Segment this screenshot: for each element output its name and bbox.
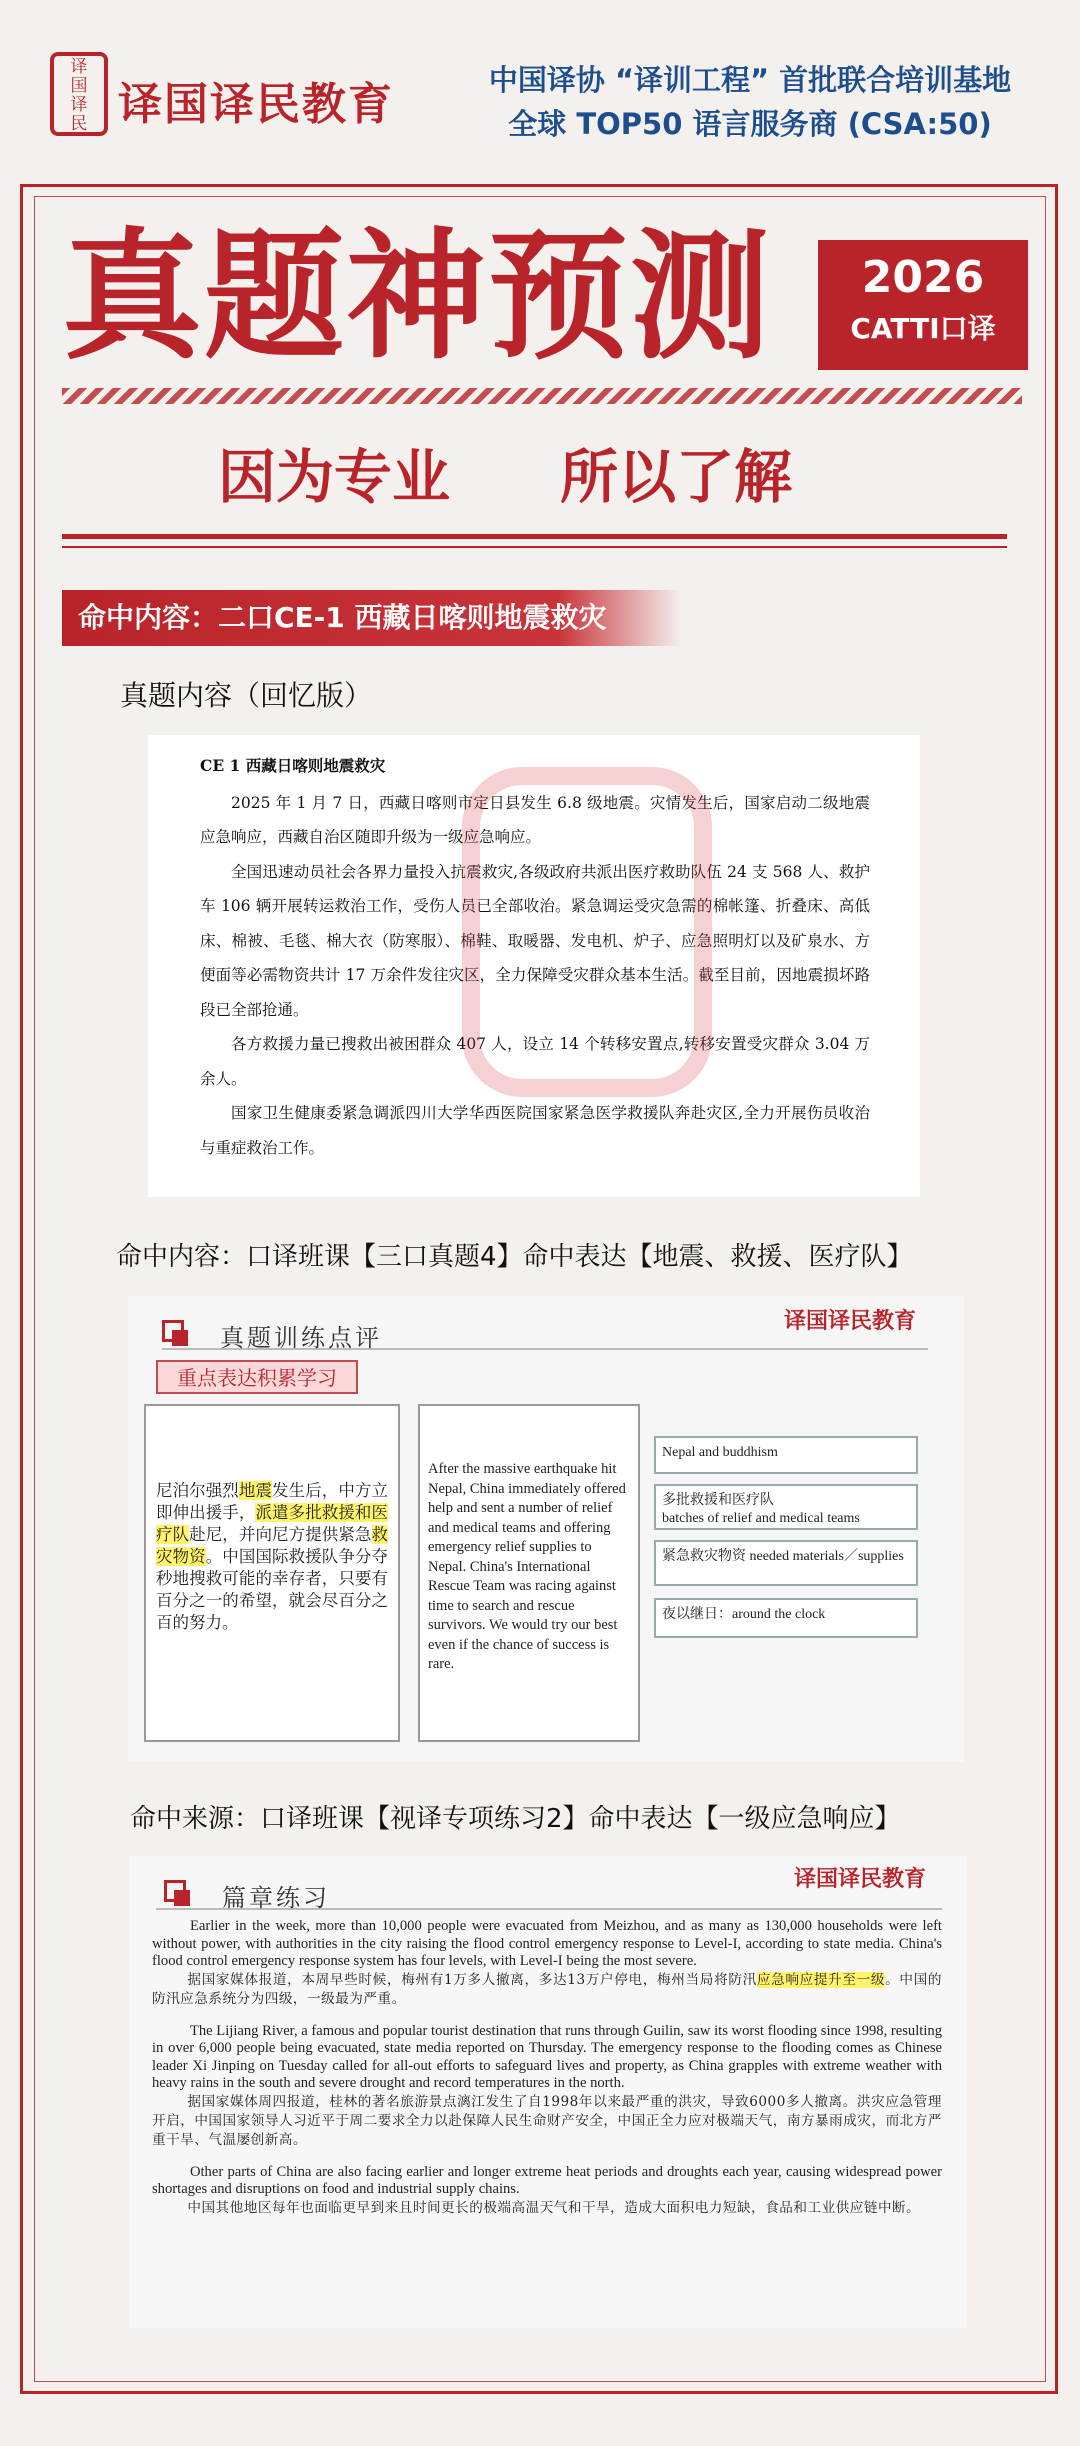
badge-year: 2026 [861,252,985,303]
zigzag-divider [62,388,1022,404]
section-bar-hit-content: 命中内容：二口CE-1 西藏日喀则地震救灾 [62,590,682,646]
en-text-box [418,1404,640,1742]
essay-cn-paragraph: 据国家媒体周四报道，桂林的著名旅游景点漓江发生了自1998年以来最严重的洪灾，导致6000多人撤离。洪灾应急管理开启，中国国家领导人习近平于周二要求全力以赴保障人民生命财产安全，中国正全力应对极端天气，南方暴雨成灾，而北方严重干旱、气温屡创新高。 [152,2093,942,2148]
watermark-seal [462,767,712,1097]
header-line-2: 全球 TOP50 语言服务商 (CSA:50) [508,107,992,141]
header-line-1: 中国译协 “译训工程” 首批联合培训基地 [488,63,1012,97]
essay-en-paragraph: The Lijiang River, a famous and popular tourist destination that runs through Guilin, saw its worst flooding since 1998, resulting in over 6,000 people being evacuated, state media reported on Thursday. The emergency response to the flooding comes as Chinese leader Xi Jinping on Tuesday called for all-out efforts to safeguard lives and property, as China grapples with extreme weather with heavy rains in the south and severe drought and record temperatures in the north. [152,2022,942,2091]
divider-thick [62,534,1007,539]
doc-paragraph: 2025 年 1 月 7 日，西藏日喀则市定日县发生 6.8 级地震。灾情发生后，国家启动二级地震应急响应，西藏自治区随即升级为一级应急响应。 [200,793,870,846]
slide-title: 篇章练习 [222,1884,330,1912]
year-badge [818,240,1028,370]
course-slide-2 [130,1856,966,2328]
term-box: 夜以继日：around the clock [654,1598,918,1638]
doc-paragraph: 国家卫生健康委紧急调派四川大学华西医院国家紧急医学救援队奔赴灾区,全力开展伤员收治与重症救治工作。 [200,1104,870,1157]
en-passage: After the massive earthquake hit Nepal, China immediately offered help and sent a number of relief and medical teams and offering emergency relief supplies to Nepal. China's International Rescue Team was racing against time to search and rescue survivors. We would try our best even if the chance of success is rare. [428,1461,626,1672]
exam-document [148,735,920,1197]
section-label-course-1: 命中内容：口译班课【三口真题4】命中表达【地震、救援、医疗队】 [116,1242,913,1272]
highlight: 应急响应提升至一级 [756,1971,886,1988]
term-box: 紧急救灾物资 needed materials／supplies [654,1540,918,1586]
slogan-left: 因为专业 [218,443,451,511]
section-label-course-2: 命中来源：口译班课【视译专项练习2】命中表达【一级应急响应】 [130,1804,901,1834]
highlight: 派遣多批救援和医疗队 [156,1503,389,1544]
essay-en-paragraph: Earlier in the week, more than 10,000 people were evacuated from Meizhou, and as many as 130,000 households were left without power, with authorities in the city raising the flood control emergency response to Level-I, according to state media. China's flood control emergency response system has four levels, with Level-I being the most severe. [152,1918,942,1969]
slogan-right: 所以了解 [560,443,793,511]
essay-cn-paragraph: 据国家媒体报道，本周早些时候，梅州有1万多人撤离，多达13万户停电，梅州当局将防汛应急响应提升至一级。中国的防汛应急系统分为四级，一级最为严重。 [152,1971,943,2007]
highlight: 地震 [238,1481,273,1500]
doc-title: CE 1 西藏日喀则地震救灾 [200,756,386,775]
logo-seal: 译 国 译 民 [50,52,108,136]
doc-paragraph: 各方救援力量已搜救出被困群众 407 人，设立 14 个转移安置点,转移安置受灾群众 3.04 万余人。 [200,1035,870,1088]
section-label-recall: 真题内容（回忆版） [120,679,373,712]
slide-logo: 译国译民教育 [784,1309,917,1334]
course-slide-1 [128,1296,964,1762]
cn-text-box [144,1404,400,1742]
term-box: 多批救援和医疗队 batches of relief and medical teams [654,1484,918,1530]
slide-square-fill-icon [172,1330,188,1346]
doc-paragraph: 全国迅速动员社会各界力量投入抗震救灾,各级政府共派出医疗救助队伍 24 支 568 人、救护车 106 辆开展转运救治工作，受伤人员已全部收治。紧急调运受灾急需的棉帐篷、折叠床、高低床、棉被、毛毯、棉大衣（防寒服）、棉鞋、取暖器、发电机、炉子、应急照明灯以及矿泉水、方便面等必需物资共计 17 万余件发往灾区，全力保障受灾群众基本生活。截至目前，因地震损坏路段已全部抢通。 [200,862,870,1019]
cn-passage: 尼泊尔强烈地震发生后，中方立即伸出援手，派遣多批救援和医疗队赴尼，并向尼方提供紧急救灾物资。中国国际救援队争分夺秒地搜救可能的幸存者，只要有百分之一的希望，就会尽百分之百的努力。 [156,1481,389,1632]
slide-logo: 译国译民教育 [794,1867,927,1892]
logo-name: 译国译民教育 [118,79,394,130]
hero-title: 真题神预测 [62,215,773,379]
essay-en-paragraph: Other parts of China are also facing earlier and longer extreme heat periods and droughts each year, causing widespread power shortages and disruptions on food and industrial supply chains. [152,2163,942,2197]
divider-thin [62,546,1007,548]
essay-cn-paragraph: 中国其他地区每年也面临更早到来且时间更长的极端高温天气和干旱，造成大面积电力短缺，食品和工业供应链中断。 [187,2199,921,2216]
slide-title: 真题训练点评 [220,1324,382,1352]
term-box: Nepal and buddhism [654,1436,918,1474]
badge-subtitle: CATTI口译 [850,312,996,345]
essay-body [152,1918,942,2218]
highlight: 救灾物资 [156,1525,389,1566]
slide-square-fill-icon [174,1890,190,1906]
slide-tag: 重点表达积累学习 [156,1360,358,1394]
